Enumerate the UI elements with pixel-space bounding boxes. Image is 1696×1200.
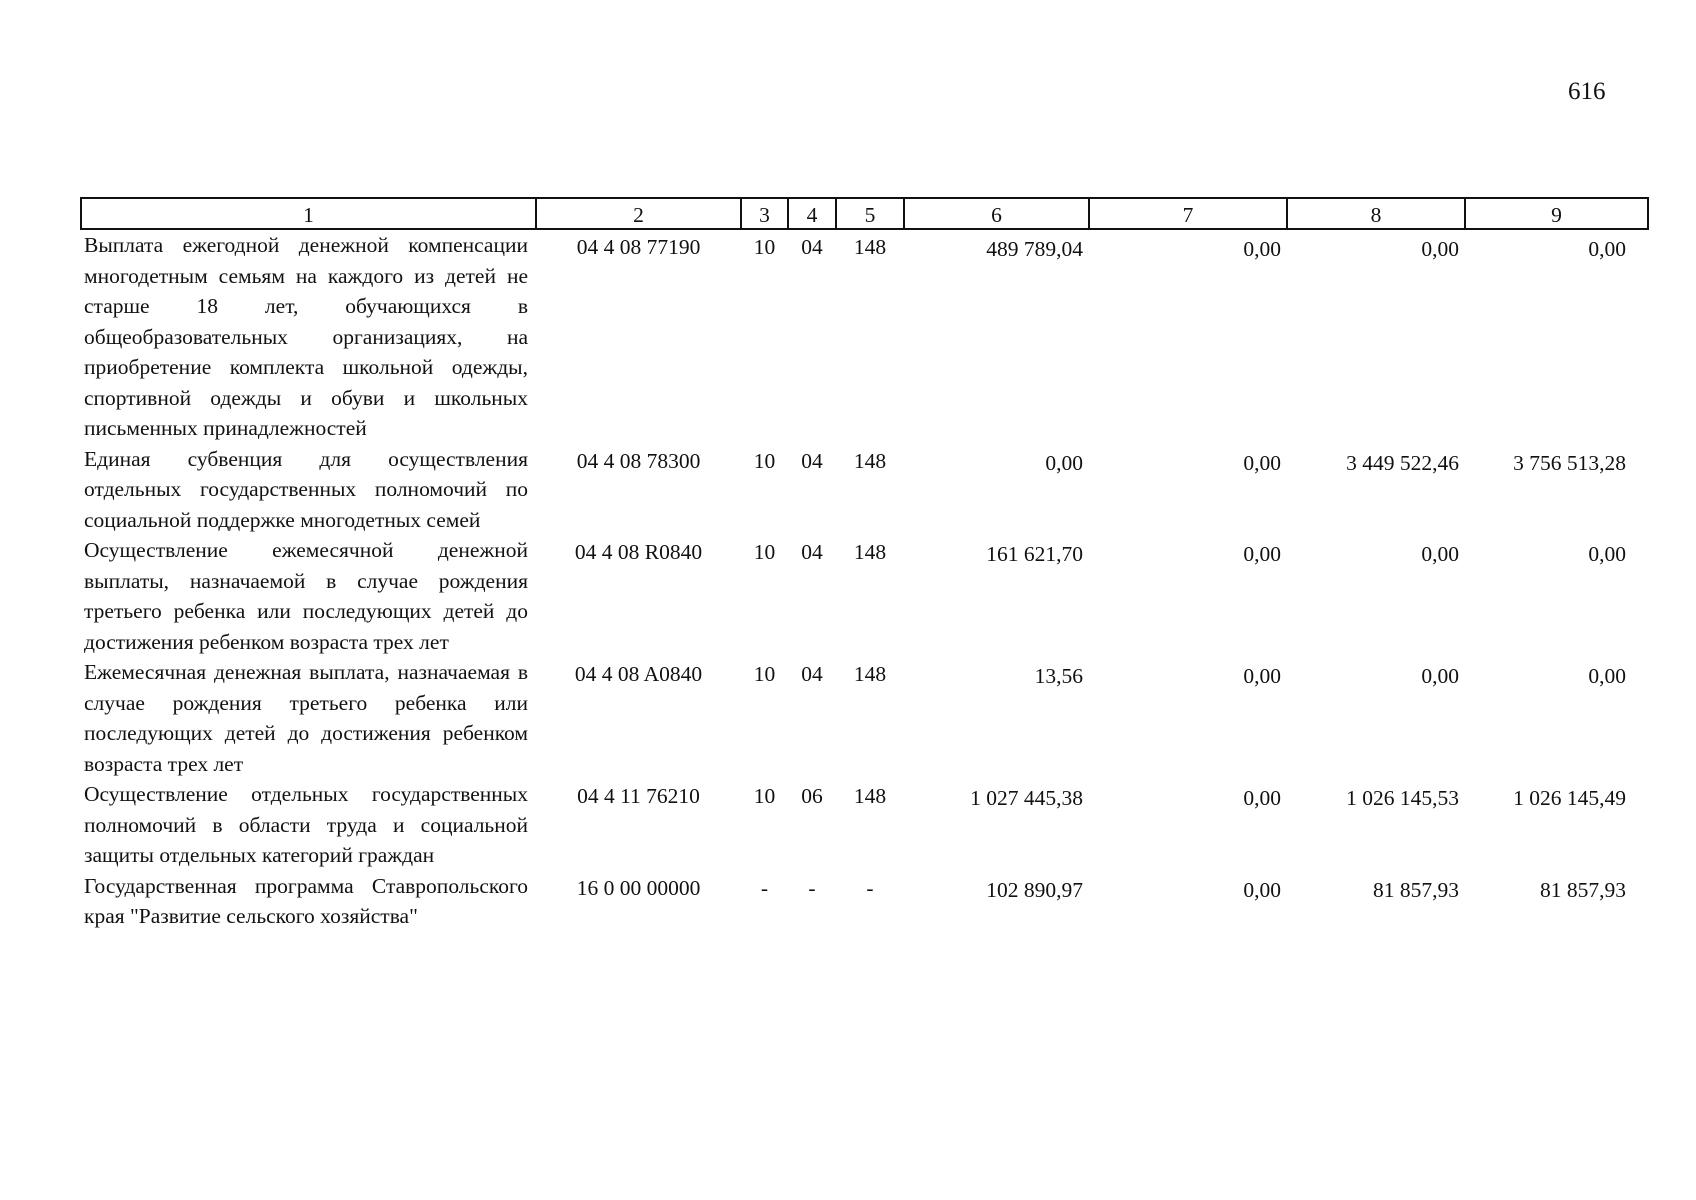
row-value-7: 0,00 — [1243, 542, 1281, 566]
row-section: 10 — [753, 235, 776, 259]
table-row — [81, 871, 1648, 932]
table-row — [81, 229, 1648, 444]
row-section: 10 — [753, 540, 776, 564]
row-type: 148 — [853, 784, 887, 808]
row-name: Выплата ежегодной денежной компенсации многодетным семьям на каждого из детей не старше 18 лет, обучающихся в общеобразовательных организациях, на приобретение комплекта школьной одежды, спортивной одежды и обуви и школьных письменных принадлежностей — [84, 233, 528, 440]
row-value-7: 0,00 — [1243, 664, 1281, 688]
row-section: 10 — [753, 784, 776, 808]
row-name: Осуществление ежемесячной денежной выплаты, назначаемой в случае рождения третьего ребенка или последующих детей до достижения ребенком возраста трех лет — [84, 538, 528, 654]
column-header: 7 — [1089, 198, 1287, 229]
row-type: 148 — [853, 448, 887, 473]
row-code: 04 4 11 76210 — [577, 784, 700, 808]
column-header: 6 — [904, 198, 1089, 229]
row-code: 16 0 00 00000 — [576, 875, 701, 900]
row-value-9: 81 857,93 — [1540, 877, 1626, 902]
row-value-8: 0,00 — [1421, 237, 1459, 261]
column-header: 2 — [536, 198, 741, 229]
row-value-8: 1 026 145,53 — [1346, 786, 1459, 810]
row-name: Ежемесячная денежная выплата, назначаемая в случае рождения третьего ребенка или последующих детей до достижения ребенком возраста трех лет — [84, 660, 528, 776]
row-value-9: 0,00 — [1588, 237, 1626, 261]
row-code: 04 4 08 R0840 — [574, 540, 703, 564]
row-value-7: 0,00 — [1243, 450, 1281, 475]
row-value-6: 0,00 — [1045, 450, 1083, 475]
row-value-6: 13,56 — [1034, 664, 1083, 688]
row-name: Осуществление отдельных государственных полномочий в области труда и социальной защиты отдельных категорий граждан — [84, 782, 528, 867]
row-type: 148 — [853, 540, 887, 564]
row-value-9: 0,00 — [1588, 664, 1626, 688]
column-header: 9 — [1465, 198, 1648, 229]
row-subsection: 06 — [801, 784, 823, 808]
header-row — [81, 198, 1648, 229]
column-header: 1 — [81, 198, 536, 229]
row-value-8: 3 449 522,46 — [1346, 450, 1459, 475]
row-section: 10 — [753, 448, 776, 473]
column-header: 3 — [741, 198, 788, 229]
row-name: Единая субвенция для осуществления отдельных государственных полномочий по социальной поддержке многодетных семей — [84, 446, 528, 532]
table-row — [81, 444, 1648, 536]
row-value-9: 0,00 — [1588, 542, 1626, 566]
row-subsection: 04 — [801, 540, 823, 564]
row-value-6: 102 890,97 — [986, 877, 1083, 902]
row-section: 10 — [753, 662, 776, 686]
row-value-9: 3 756 513,28 — [1513, 450, 1626, 475]
row-value-6: 489 789,04 — [986, 237, 1083, 261]
row-value-7: 0,00 — [1243, 877, 1281, 902]
row-value-6: 161 621,70 — [986, 542, 1083, 566]
row-value-8: 0,00 — [1421, 542, 1459, 566]
row-value-7: 0,00 — [1243, 237, 1281, 261]
table-row — [81, 535, 1648, 657]
column-header: 8 — [1287, 198, 1465, 229]
row-name: Государственная программа Ставропольского края "Развитие сельского хозяйства" — [84, 873, 528, 928]
column-header: 4 — [788, 198, 836, 229]
row-value-6: 1 027 445,38 — [970, 786, 1083, 810]
row-value-7: 0,00 — [1243, 786, 1281, 810]
row-subsection: 04 — [801, 448, 823, 473]
row-value-9: 1 026 145,49 — [1513, 786, 1626, 810]
row-type: 148 — [853, 662, 887, 686]
column-header: 5 — [836, 198, 904, 229]
row-subsection: 04 — [801, 235, 823, 259]
row-code: 04 4 08 78300 — [576, 448, 701, 473]
row-code: 04 4 08 77190 — [576, 235, 701, 259]
row-section: - — [760, 875, 769, 900]
table-row — [81, 779, 1648, 871]
budget-table — [80, 197, 1649, 932]
row-type: - — [866, 875, 874, 900]
row-value-8: 81 857,93 — [1373, 877, 1459, 902]
row-subsection: 04 — [801, 662, 823, 686]
page-number: 616 — [1568, 78, 1606, 105]
row-type: 148 — [853, 235, 887, 259]
row-value-8: 0,00 — [1421, 664, 1459, 688]
row-subsection: - — [808, 875, 816, 900]
table-row — [81, 657, 1648, 779]
row-code: 04 4 08 A0840 — [574, 662, 703, 686]
